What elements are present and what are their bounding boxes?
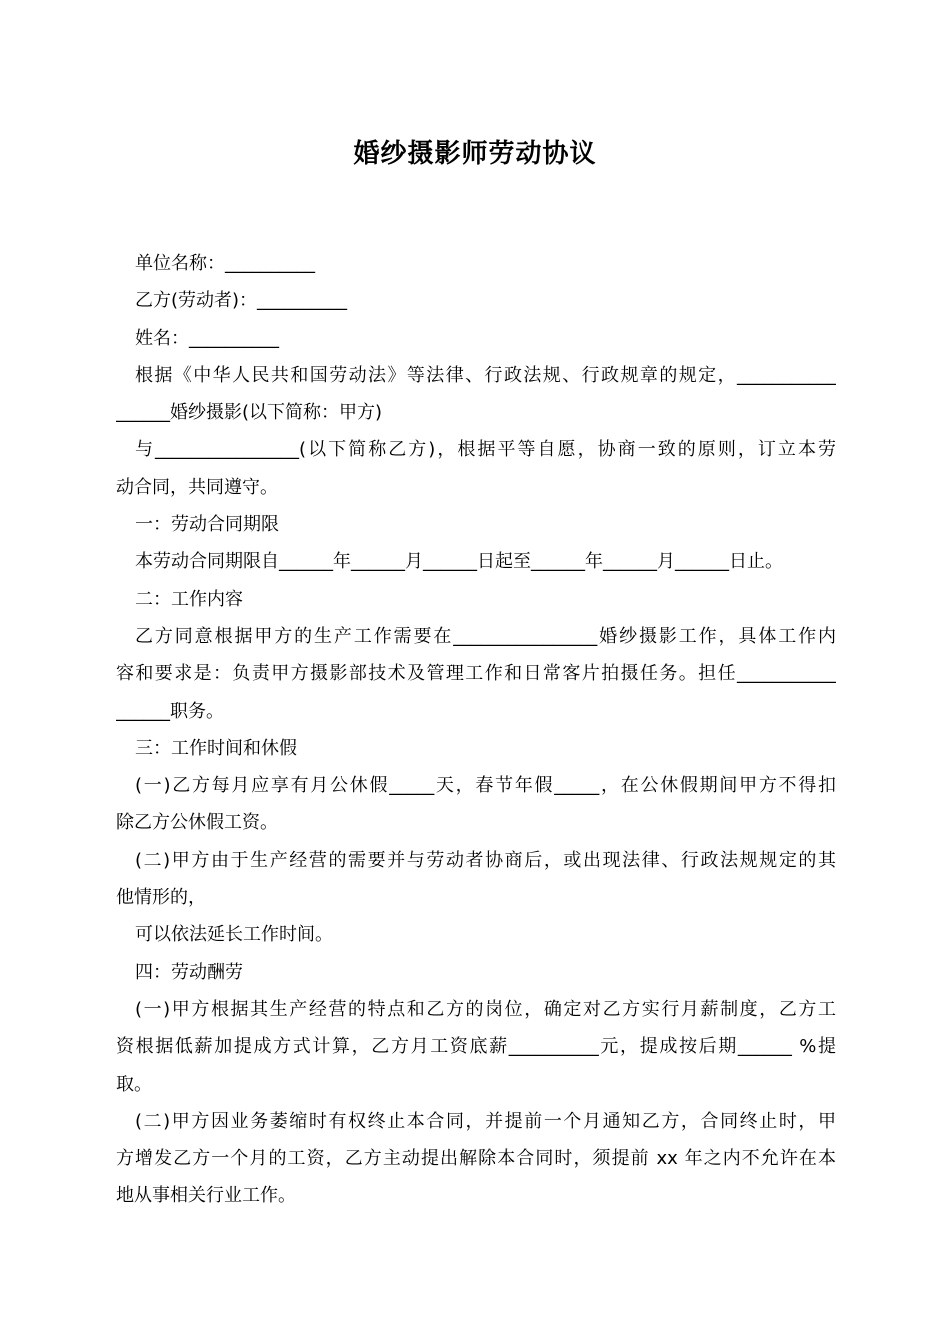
text-line: 姓名：__________ [135,327,279,349]
text-line: 一：劳动合同期限 [135,514,279,536]
text-line: 单位名称：__________ [135,253,315,274]
text-line: 动合同，共同遵守。 [116,476,278,498]
text-line: 他情形的， [116,887,206,909]
text-line: ______婚纱摄影(以下简称：甲方) [116,402,383,424]
text-line: 容和要求是：负责甲方摄影部技术及管理工作和日常客片拍摄任务。担任___________ [116,663,836,685]
text-line: 与________________(以下简称乙方)，根据平等自愿，协商一致的原则，订立本劳 [135,439,836,461]
text-line: (二)甲方因业务萎缩时有权终止本合同，并提前一个月通知乙方，合同终止时，甲 [135,1110,836,1132]
text-line: 资根据低薪加提成方式计算，乙方月工资底薪__________元，提成按后期______ %提 [116,1036,836,1058]
text-line: ______职务。 [116,700,224,722]
text-line: 二：工作内容 [135,588,243,610]
text-line: 三：工作时间和休假 [135,737,297,759]
text-line: 方增发乙方一个月的工资，乙方主动提出解除本合同时，须提前 xx 年之内不允许在本 [116,1148,836,1170]
text-line: 除乙方公休假工资。 [116,812,278,834]
text-line: (二)甲方由于生产经营的需要并与劳动者协商后，或出现法律、行政法规规定的其 [135,849,836,871]
document-title: 婚纱摄影师劳动协议 [353,139,597,169]
text-line: 四：劳动酬劳 [135,961,243,983]
text-line: (一)乙方每月应享有月公休假_____天，春节年假_____，在公休假期间甲方不得扣 [135,775,836,797]
text-line: (一)甲方根据其生产经营的特点和乙方的岗位，确定对乙方实行月薪制度，乙方工 [135,998,836,1020]
text-line: 可以依法延长工作时间。 [135,924,333,946]
text-line: 地从事相关行业工作。 [116,1185,296,1207]
text-line: 乙方(劳动者)：__________ [135,290,348,312]
document-body [116,245,836,1215]
text-line: 乙方同意根据甲方的生产工作需要在________________婚纱摄影工作，具体工作内 [135,625,836,647]
text-line: 本劳动合同期限自______年______月______日起至______年______月______日止。 [135,551,783,573]
text-line: 根据《中华人民共和国劳动法》等法律、行政法规、行政规章的规定，___________ [135,364,836,386]
text-line: 取。 [116,1073,152,1095]
